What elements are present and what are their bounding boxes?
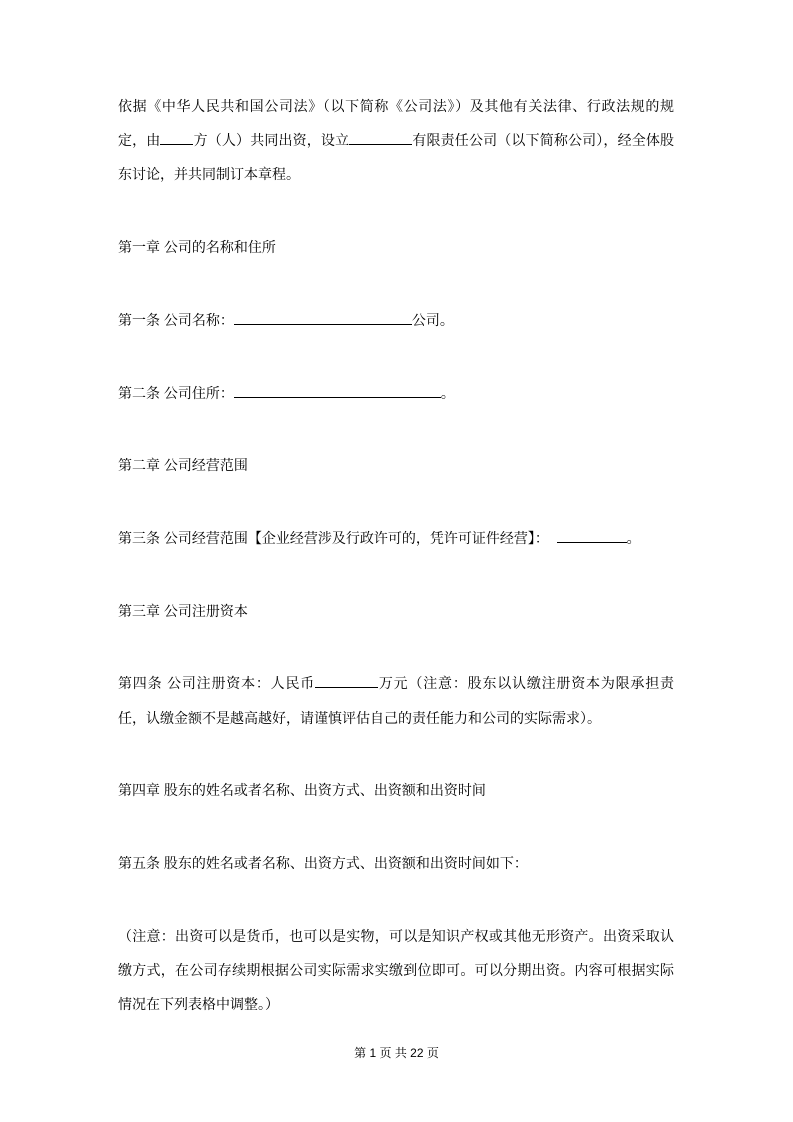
chapter-4-heading xyxy=(118,773,674,807)
text-run: 万元（注意：股东以认缴注册资本为限承担责任，认缴金额不是越高越好，请谨慎评估自己的责任能力和公司的实际需求）。 xyxy=(118,675,675,726)
text-run: 。 xyxy=(626,529,641,546)
chapter-1-heading xyxy=(118,230,674,264)
document-body xyxy=(118,89,674,1060)
blank-underline xyxy=(234,383,441,398)
note-paragraph xyxy=(118,919,674,1022)
text-run: 有限责任公司（以下简称公司），经全体股东讨论，并共同制订本章程。 xyxy=(118,132,675,183)
blank-underline xyxy=(557,528,627,543)
blank-underline xyxy=(234,310,412,325)
article-1 xyxy=(118,303,674,337)
article-3 xyxy=(118,521,674,555)
text-run: 第二章 公司经营范围 xyxy=(118,457,248,474)
blank-underline xyxy=(315,673,378,688)
text-run: 。 xyxy=(440,384,455,401)
text-run: 第三章 公司注册资本 xyxy=(118,602,248,619)
text-run: 第二条 公司住所： xyxy=(118,384,234,401)
article-5 xyxy=(118,846,674,880)
article-4 xyxy=(118,666,674,734)
page-number-footer: 第 1 页 共 22 页 xyxy=(354,1046,439,1060)
text-run: 依据《中华人民共和国公司法》（以下简称《公司法》）及其他有关法律、行政法规的规定，由 xyxy=(118,98,674,149)
text-run: 第三条 公司经营范围【企业经营涉及行政许可的，凭许可证件经营】： xyxy=(118,529,557,546)
text-run: 第一章 公司的名称和住所 xyxy=(118,239,276,256)
blank-underline xyxy=(349,130,412,145)
text-run: 第四章 股东的姓名或者名称、出资方式、出资额和出资时间 xyxy=(118,782,486,799)
chapter-2-heading xyxy=(118,448,674,482)
article-2 xyxy=(118,376,674,410)
blank-underline xyxy=(160,130,193,145)
text-run: 第四条 公司注册资本：人民币 xyxy=(118,675,316,692)
chapter-3-heading xyxy=(118,594,674,628)
text-run: 第五条 股东的姓名或者名称、出资方式、出资额和出资时间如下： xyxy=(118,854,528,871)
text-run: 第一条 公司名称： xyxy=(118,311,234,328)
text-run: （注意：出资可以是货币，也可以是实物，可以是知识产权或其他无形资产。出资采取认缴方式，在公司存续期根据公司实际需求实缴到位即可。可以分期出资。内容可根据实际情况在下列表格中调整。） xyxy=(118,927,674,1013)
text-run: 方（人）共同出资，设立 xyxy=(193,132,350,149)
text-run: 公司。 xyxy=(411,311,454,328)
intro-paragraph xyxy=(118,89,674,192)
